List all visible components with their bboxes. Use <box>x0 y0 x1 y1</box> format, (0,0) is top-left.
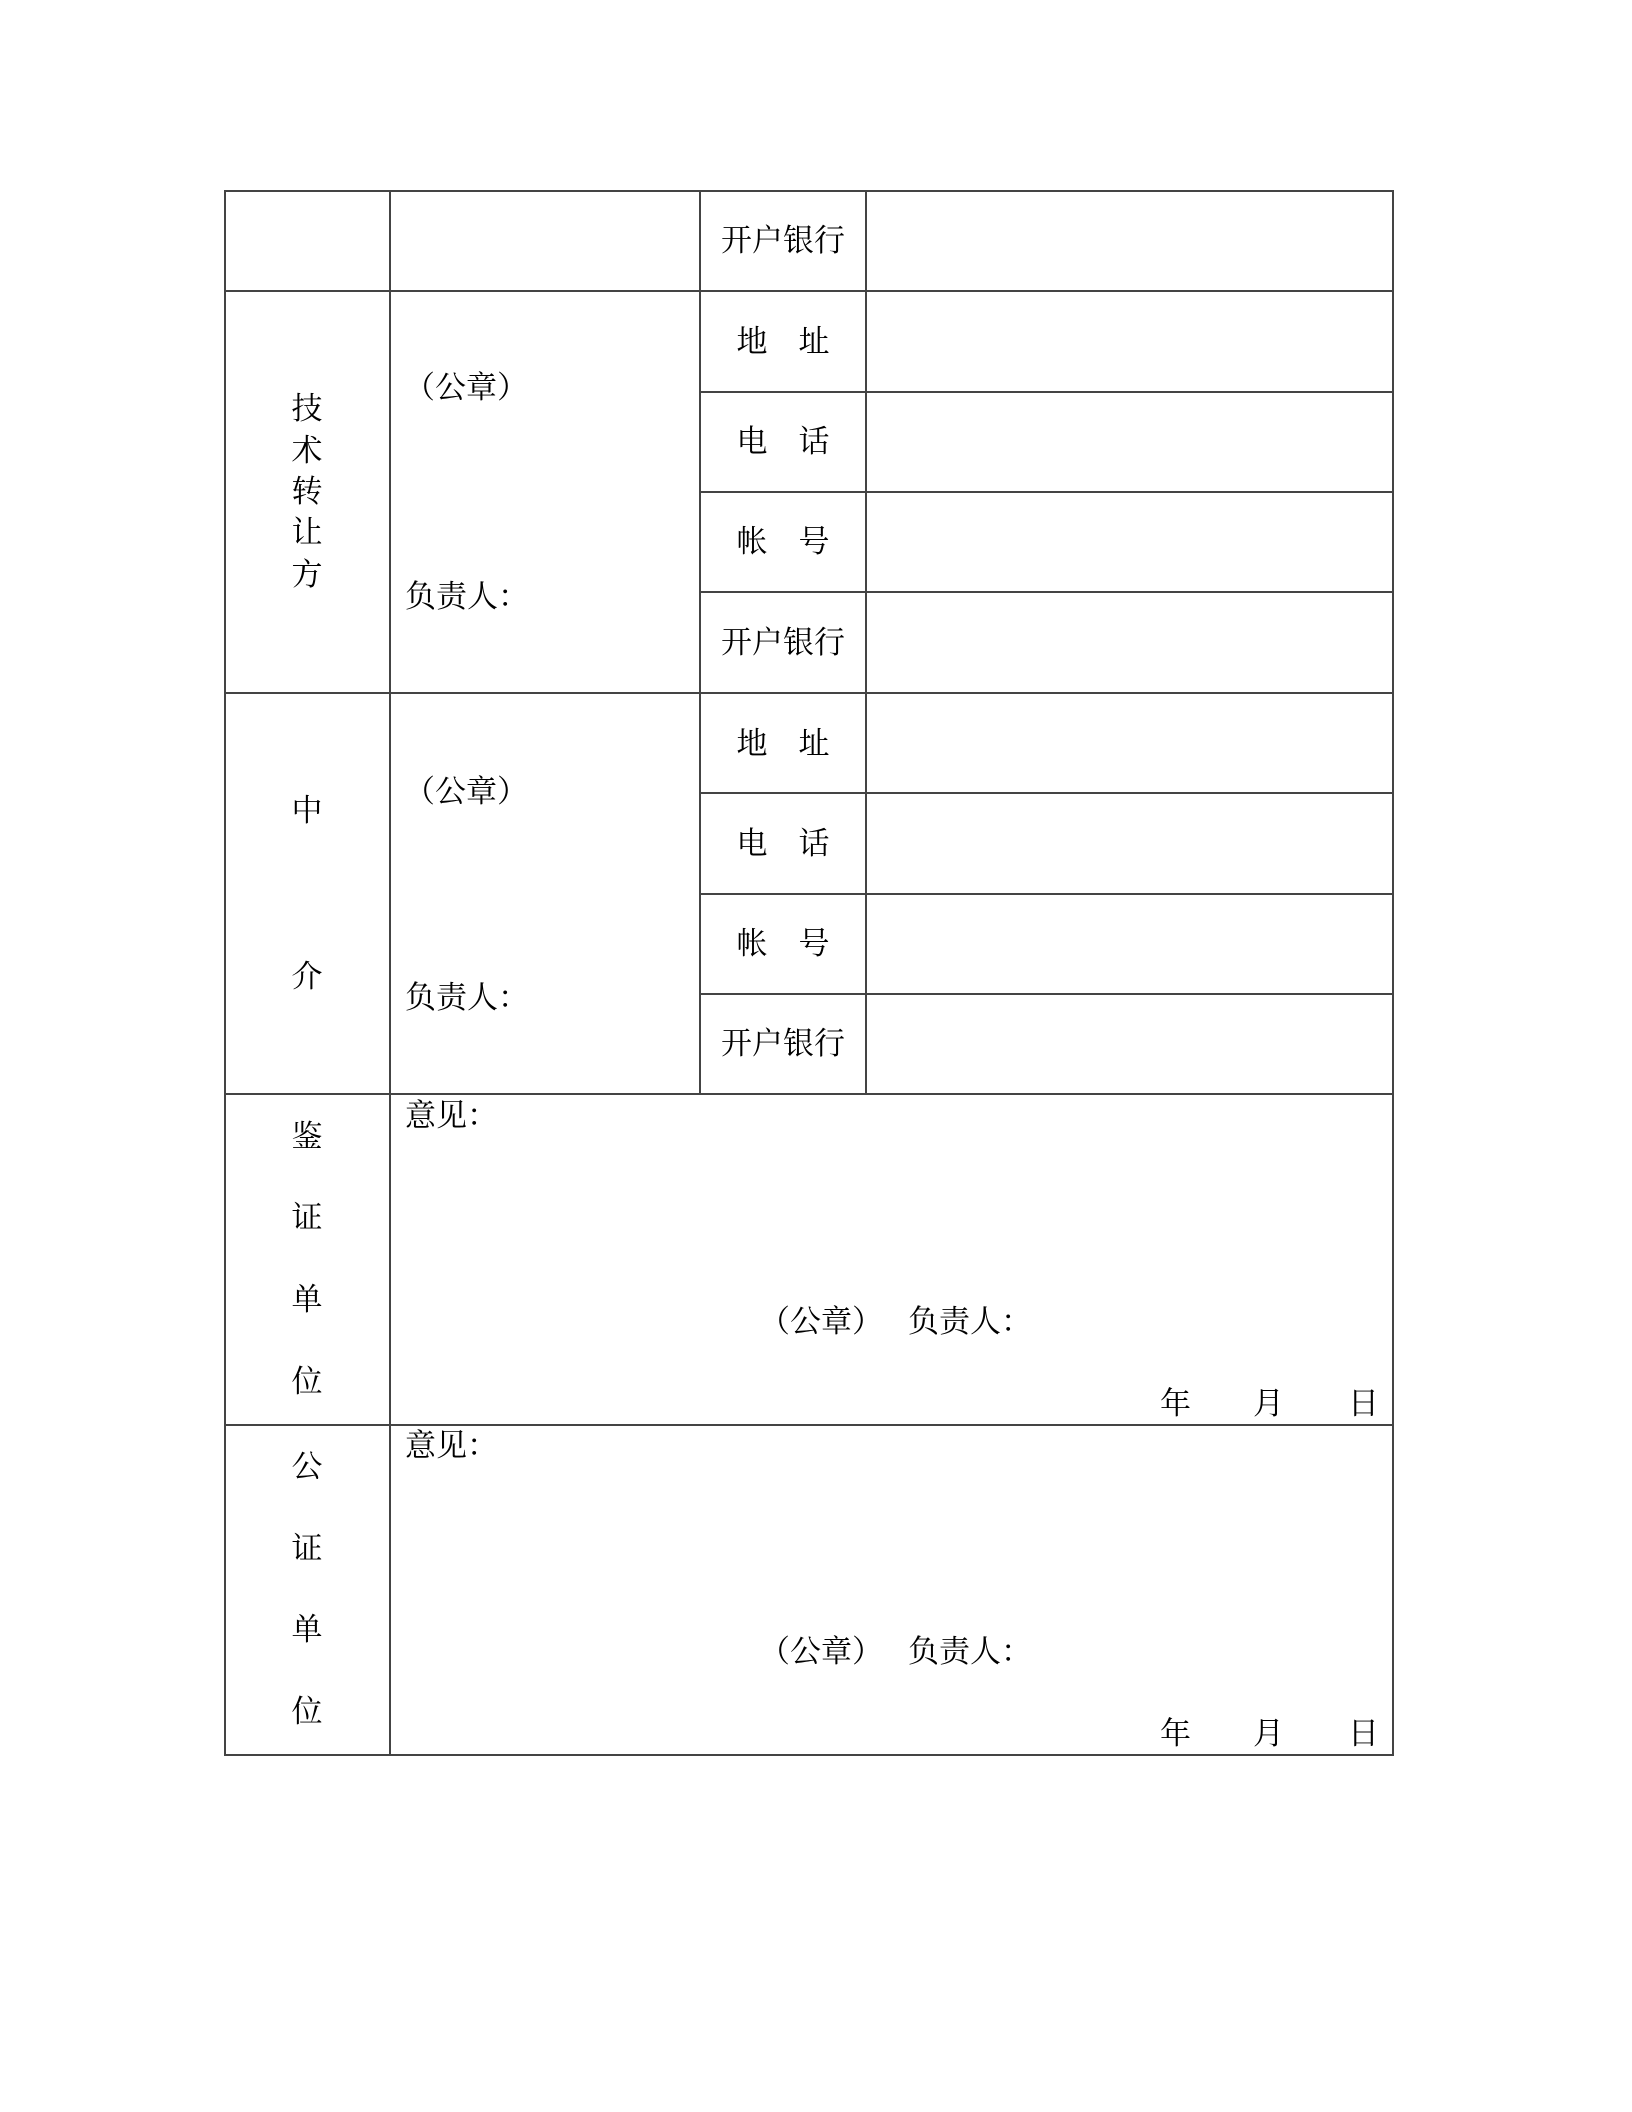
row-divider <box>699 391 1394 393</box>
phone-label: 电 话 <box>736 424 830 460</box>
responsible-person-label: 负责人： <box>908 1304 1032 1340</box>
verification-title-char: 鉴 <box>291 1119 323 1155</box>
intermediary-title-char: 中 <box>291 793 323 829</box>
row-divider <box>699 893 1394 895</box>
date-year-label: 年 <box>1160 1716 1191 1752</box>
address-label: 地 址 <box>736 324 830 360</box>
notarization-title-char: 位 <box>291 1694 323 1730</box>
verification-title-char: 单 <box>291 1282 323 1318</box>
verification-title-char: 位 <box>291 1364 323 1400</box>
table-border-right <box>1392 190 1394 1756</box>
intermediary-title-char: 介 <box>291 959 323 995</box>
row-divider <box>699 491 1394 493</box>
responsible-person-label: 负责人： <box>908 1634 1032 1670</box>
column-divider <box>865 190 867 1095</box>
row-divider <box>699 792 1394 794</box>
row-divider <box>699 591 1394 593</box>
bank-label: 开户银行 <box>721 223 845 259</box>
opinion-label: 意见： <box>405 1428 498 1464</box>
notarization-title-char: 公 <box>291 1449 323 1485</box>
transferor-title-char: 术 <box>291 433 323 469</box>
seal-label: （公章） <box>759 1304 883 1340</box>
opinion-label: 意见： <box>405 1098 498 1134</box>
table-border-left <box>224 190 226 1756</box>
row-divider <box>224 692 1394 694</box>
responsible-person-label: 负责人： <box>405 980 529 1016</box>
seal-label: （公章） <box>759 1634 883 1670</box>
phone-label: 电 话 <box>736 826 830 862</box>
table-border-top <box>224 190 1394 192</box>
account-label: 帐 号 <box>736 524 830 560</box>
column-divider <box>699 190 701 1095</box>
responsible-person-label: 负责人： <box>405 579 529 615</box>
bank-label: 开户银行 <box>721 1026 845 1062</box>
row-divider <box>699 993 1394 995</box>
bank-label: 开户银行 <box>721 625 845 661</box>
transferor-title-char: 转 <box>291 474 323 510</box>
notarization-title-char: 单 <box>291 1612 323 1648</box>
row-divider <box>224 1093 1394 1095</box>
table-border-bottom <box>224 1754 1394 1756</box>
date-day-label: 日 <box>1348 1716 1379 1752</box>
transferor-title-char: 让 <box>291 515 323 551</box>
seal-label: （公章） <box>404 370 528 406</box>
address-label: 地 址 <box>736 726 830 762</box>
notarization-title-char: 证 <box>291 1531 323 1567</box>
account-label: 帐 号 <box>736 926 830 962</box>
row-divider <box>224 290 1394 292</box>
transferor-title-char: 方 <box>291 557 323 593</box>
date-year-label: 年 <box>1160 1386 1191 1422</box>
column-divider <box>389 190 391 1756</box>
transferor-title-char: 技 <box>291 391 323 427</box>
date-month-label: 月 <box>1253 1386 1284 1422</box>
date-day-label: 日 <box>1348 1386 1379 1422</box>
seal-label: （公章） <box>404 774 528 810</box>
row-divider <box>224 1424 1394 1426</box>
date-month-label: 月 <box>1253 1716 1284 1752</box>
verification-title-char: 证 <box>291 1200 323 1236</box>
